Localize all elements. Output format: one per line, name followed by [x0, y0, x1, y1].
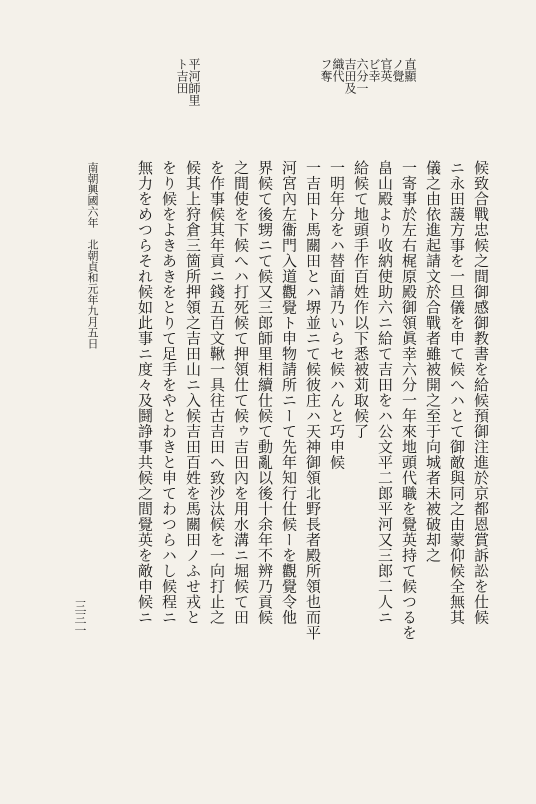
footer-date: 南朝興國六年 北朝貞和元年九月五日: [86, 162, 99, 349]
body-line-3: 儀之由依進起請文於合戰者雖被開之至于向城者未被破却之: [424, 160, 442, 563]
body-line-6: 給候て地頭手作百姓作以下悉被苅取候了: [352, 160, 370, 439]
body-line-2: ニ永田蘐方事を一旦儀を申て候へハとて御敵與同之由蒙仰候全無其: [448, 160, 466, 625]
body-line-12: を作事候其年貢ニ錢五百文鞦一具往古吉田へ致沙汰候を一向打止之: [208, 160, 226, 625]
body-line-5: 畠山殿より收納使助六ニ給て吉田をハ公文平二郎平河又三郎二人ニ: [376, 160, 394, 625]
body-line-1: 候致合戰忠候之間御感御教書を給候預御注進於京都恩賞訴訟を仕候: [472, 160, 490, 625]
body-line-10: 界候て後甥ニて候又三郎師里相續仕候て動亂以後十余年不辨乃貢候: [256, 160, 274, 625]
body-line-13: 候其上狩倉三箇所押領之吉田山ニ入候吉田百姓を馬關田ノふせ戎と: [184, 160, 202, 625]
header-note-right-1: 直顯: [403, 58, 417, 82]
header-note-left-1: 平河師里: [187, 58, 201, 106]
page-number: 三三一: [73, 600, 87, 636]
body-line-8: 一吉田ト馬關田とハ堺並ニて候彼庄ハ天神御領北野長者殿所領也而平: [304, 160, 322, 641]
header-note-right-2: ノ覺: [391, 58, 405, 82]
header-note-left-2: ト吉田: [175, 58, 189, 94]
body-line-11: 之間使を下候へハ打死候て押領仕て候ゥ吉田內を用水溝ニ堀候て田: [232, 160, 250, 625]
header-note-right-6: 吉田及: [343, 58, 357, 94]
header-note-right-4: ビ幸: [367, 58, 381, 82]
body-line-7: 一明年分をハ替面請乃いらセ候ハんと巧申候: [328, 160, 346, 470]
body-line-15: 無力をめつらそれ候如此事ニ度々及鬪諍事共候之間覺英を敵申候ニ: [136, 160, 154, 625]
body-line-9: 河宮內左衞門入道觀覺ト申物請所ニーて先年知行仕候ーを觀覺令他: [280, 160, 298, 625]
body-line-14: をり候をよきあきをとりて足手をやとわきと申てわつらハし候程ニ: [160, 160, 178, 625]
header-note-right-3: 官英: [379, 58, 393, 82]
body-line-4: 一寄事於左右梶原殿御領眞幸六分一年來地頭代職を覺英持て候つるを: [400, 160, 418, 641]
header-note-right-8: フ奪: [319, 58, 333, 82]
header-note-right-7: 織代: [331, 58, 345, 82]
header-note-right-5: 六分一: [355, 58, 369, 94]
